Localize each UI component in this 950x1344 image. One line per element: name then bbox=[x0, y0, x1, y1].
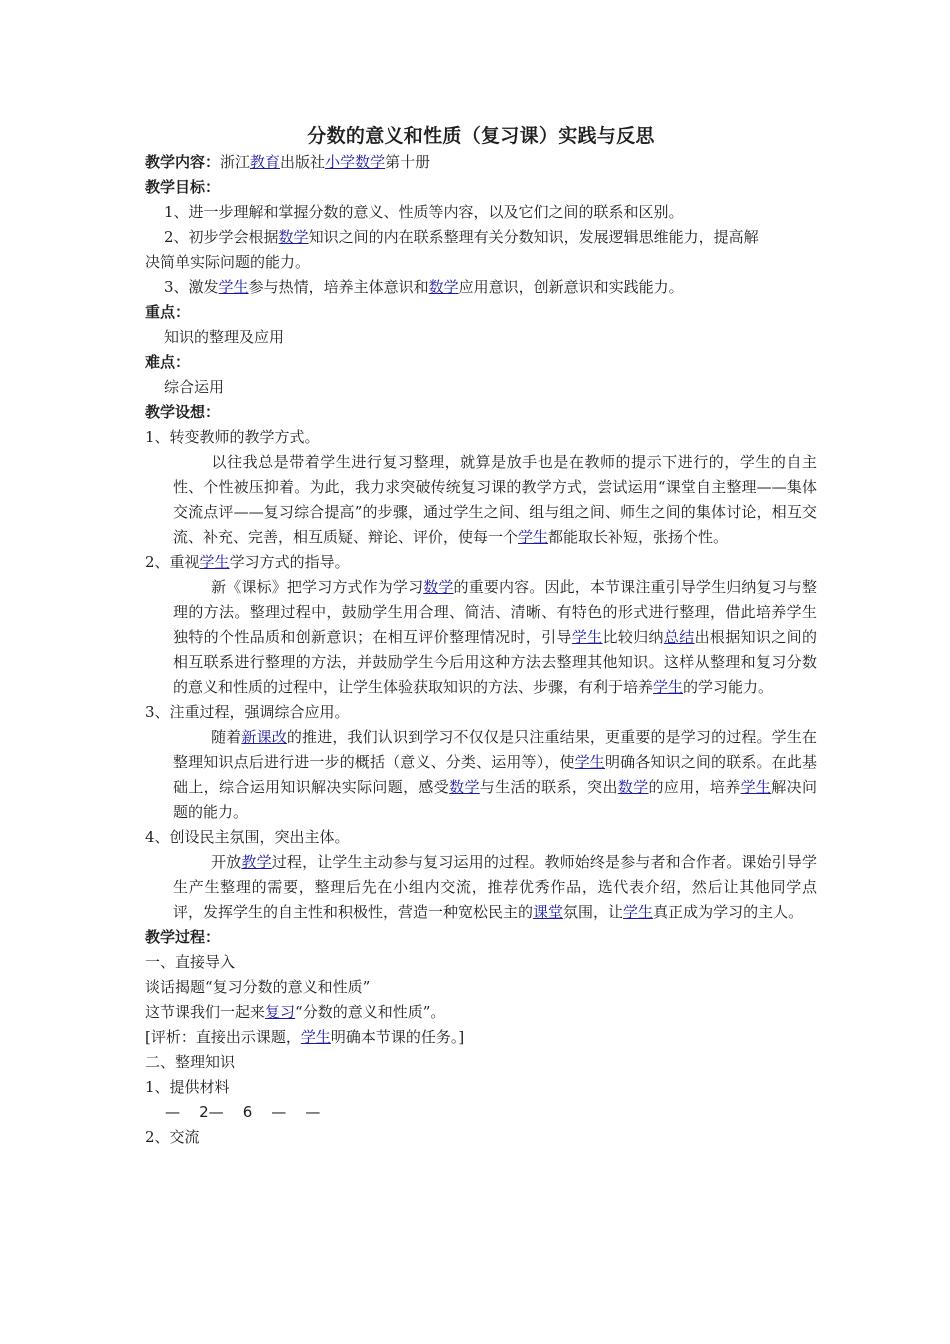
difficulty-label: 难点： bbox=[145, 353, 191, 371]
text: 的推进，我们认识到学习不仅仅是只注重结果，更重要的是学习的过程。学生在整理知识点后进行进一步的概括（意义、分类、运用等），使 bbox=[173, 728, 817, 771]
design-section-3-heading: 3、注重过程，强调综合应用。 bbox=[145, 703, 350, 721]
text: 新《课标》把学习方式作为学习 bbox=[211, 578, 424, 596]
process-part-1: 一、直接导入 bbox=[145, 953, 236, 971]
text: “分数的意义和性质”。 bbox=[295, 1003, 446, 1021]
link-student[interactable]: 学生 bbox=[623, 903, 654, 921]
text: 以往我总是带着学生进行复习整理，就算是放手也是在教师的提示下进行的，学生的自主性、个性被压抑着。为此，我力求突破传统复习课的教学方式，尝试运用“课堂自主整理——集体交流点评——复习综合提高”的步骤，通过学生之间、组与组之间、师生之间的集体讨论，相互交流、补充、完善，相互质疑、辩论、评价，使每一个 bbox=[173, 453, 817, 546]
teaching-content-line bbox=[145, 150, 817, 175]
process-part-2: 二、整理知识 bbox=[145, 1053, 236, 1071]
text: 真正成为学习的主人。 bbox=[653, 903, 804, 921]
design-section-2-heading bbox=[145, 550, 817, 575]
text: 出版社 bbox=[280, 153, 326, 171]
text: 过程，让学生主动参与复习运用的过程。教师始终是参与者和合作者。课始引导学生产生整理的需要，整理后先在小组内交流，推荐优秀作品，选代表介绍，然后让其他同学点评，发挥学生的自主性和积极性，营造一种宽松民主的 bbox=[173, 853, 817, 921]
link-student[interactable]: 学生 bbox=[571, 628, 603, 646]
goal-2 bbox=[145, 225, 817, 250]
materials-fractions: — 2— 6 — — bbox=[165, 1103, 321, 1121]
teaching-design-label: 教学设想： bbox=[145, 403, 221, 421]
link-math[interactable]: 数学 bbox=[617, 778, 649, 796]
link-teaching[interactable]: 教学 bbox=[241, 853, 272, 871]
text: 2、重视 bbox=[145, 553, 200, 571]
teaching-goals-label: 教学目标： bbox=[145, 178, 221, 196]
text: 学习方式的指导。 bbox=[229, 553, 350, 571]
design-section-4-heading: 4、创设民主氛围，突出主体。 bbox=[145, 828, 350, 846]
text: 开放 bbox=[211, 853, 242, 871]
text: 解决问题的能力。 bbox=[173, 778, 817, 821]
link-student[interactable]: 学生 bbox=[518, 528, 549, 546]
link-primary-math[interactable]: 小学数学 bbox=[325, 153, 386, 171]
link-student[interactable]: 学生 bbox=[218, 278, 249, 296]
design-section-1-heading: 1、转变教师的教学方式。 bbox=[145, 428, 320, 446]
text: 明确各知识之间的联系。在此基础上，综合运用知识解决实际问题，感受 bbox=[173, 753, 817, 796]
text: 的学习能力。 bbox=[683, 678, 774, 696]
link-student[interactable]: 学生 bbox=[300, 1028, 331, 1046]
link-math[interactable]: 数学 bbox=[278, 228, 309, 246]
teaching-content-label: 教学内容： bbox=[145, 153, 221, 171]
key-point-label: 重点： bbox=[145, 303, 191, 321]
teaching-process-label: 教学过程： bbox=[145, 928, 221, 946]
process-line-1: 谈话揭题“复习分数的意义和性质” bbox=[145, 978, 371, 996]
text: 3、激发 bbox=[164, 278, 219, 296]
text: 浙江 bbox=[220, 153, 251, 171]
text: 应用意识，创新意识和实践能力。 bbox=[458, 278, 684, 296]
goal-1: 1、进一步理解和掌握分数的意义、性质等内容，以及它们之间的联系和区别。 bbox=[164, 203, 684, 221]
text: 与生活的联系，突出 bbox=[479, 778, 618, 796]
design-section-2-paragraph bbox=[145, 575, 817, 700]
text: 氛围，让 bbox=[563, 903, 624, 921]
link-summary[interactable]: 总结 bbox=[663, 628, 695, 646]
document-title: 分数的意义和性质（复习课）实践与反思 bbox=[307, 125, 655, 147]
design-section-1-paragraph bbox=[145, 450, 817, 550]
link-new-curriculum[interactable]: 新课改 bbox=[241, 728, 287, 746]
goal-2-continued: 决简单实际问题的能力。 bbox=[145, 253, 311, 271]
process-line-3 bbox=[145, 1025, 817, 1050]
link-student[interactable]: 学生 bbox=[199, 553, 230, 571]
document-page bbox=[145, 123, 817, 1150]
link-classroom[interactable]: 课堂 bbox=[533, 903, 564, 921]
link-math[interactable]: 数学 bbox=[423, 578, 454, 596]
text: 比较归纳 bbox=[602, 628, 664, 646]
text: 都能取长补短，张扬个性。 bbox=[548, 528, 729, 546]
text: 随着 bbox=[211, 728, 242, 746]
link-math[interactable]: 数学 bbox=[449, 778, 480, 796]
design-section-4-paragraph bbox=[145, 850, 817, 925]
text: 这节课我们一起来 bbox=[145, 1003, 266, 1021]
text: 参与热情，培养主体意识和 bbox=[248, 278, 429, 296]
link-student[interactable]: 学生 bbox=[574, 753, 605, 771]
key-point-text: 知识的整理及应用 bbox=[164, 328, 285, 346]
process-line-2 bbox=[145, 1000, 817, 1025]
link-math[interactable]: 数学 bbox=[428, 278, 459, 296]
text: 知识之间的内在联系整理有关分数知识，发展逻辑思维能力，提高解 bbox=[308, 228, 759, 246]
process-item-1: 1、提供材料 bbox=[145, 1078, 230, 1096]
text: 的应用，培养 bbox=[648, 778, 741, 796]
link-review[interactable]: 复习 bbox=[265, 1003, 296, 1021]
link-student[interactable]: 学生 bbox=[653, 678, 684, 696]
text: 2、初步学会根据 bbox=[164, 228, 279, 246]
design-section-3-paragraph bbox=[145, 725, 817, 825]
process-item-2: 2、交流 bbox=[145, 1128, 200, 1146]
text: 第十册 bbox=[385, 153, 431, 171]
text: 的重要内容。因此，本节课注重引导学生归纳复习与整理的方法。整理过程中，鼓励学生用合理、简洁、清晰、有特色的形式进行整理，借此培养学生独特的个性品质和创新意识；在相互评价整理情况时，引导 bbox=[173, 578, 817, 646]
text: [评析：直接出示课题， bbox=[145, 1028, 301, 1046]
difficulty-text: 综合运用 bbox=[164, 378, 225, 396]
text: 明确本节课的任务。] bbox=[330, 1028, 465, 1046]
goal-3 bbox=[145, 275, 817, 300]
link-student[interactable]: 学生 bbox=[740, 778, 772, 796]
link-education[interactable]: 教育 bbox=[250, 153, 281, 171]
text: 出根据知识之间的相互联系进行整理的方法，并鼓励学生今后用这种方法去整理其他知识。这样从整理和复习分数的意义和性质的过程中，让学生体验获取知识的方法、步骤，有利于培养 bbox=[173, 628, 817, 696]
